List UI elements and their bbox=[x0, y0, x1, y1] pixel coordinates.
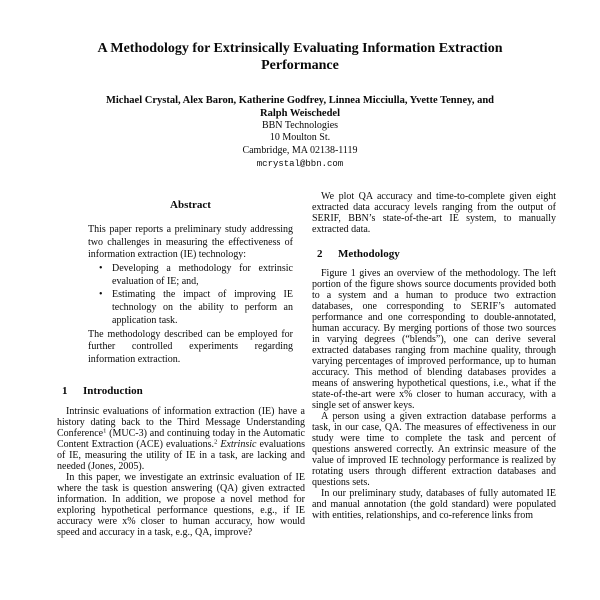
abstract-paragraph-2: The methodology described can be employed for further controlled experiments regarding information extraction. bbox=[88, 328, 293, 365]
section-2-number: 2 bbox=[317, 247, 323, 260]
section-1-title: Introduction bbox=[83, 384, 143, 397]
footnote-ref-2: 2 bbox=[214, 438, 218, 446]
methodology-paragraph-1: Figure 1 gives an overview of the methodology. The left portion of the figure shows source documents provided both to a system and a human to produce two extraction databases, one corresponding to SERIF’s automated performance and one corresponding to double-annotated, human accuracy. By merging portions of those two sources in varying degrees (“blends”), one can derive several extracted databases ranging from machine quality, through varying percentages of improved performance, up to human accuracy. This method of blending databases provides a means of answering hypothetical questions, i.e., what if the state-of-the-art were x% closer to human accuracy, with a single set of answer keys. bbox=[312, 267, 556, 411]
authors-line-1: Michael Crystal, Alex Baron, Katherine Godfrey, Linnea Micciulla, Yvette Tenney, and bbox=[105, 95, 494, 106]
footnote-ref-1: 1 bbox=[103, 427, 107, 435]
paper-title: A Methodology for Extrinsically Evaluating Information Extraction Performance bbox=[97, 41, 503, 73]
methodology-paragraph-2: A person using a given extraction database performs a task, in our case, QA. The measures of effectiveness in our study were time to complete the task and percent of questions answered correctly. An extrinsic measure of the value of improved IE technology performance is realized by rotating users through different extraction databases and questions sets. bbox=[312, 410, 556, 488]
abstract-bullet-2 bbox=[88, 289, 293, 327]
bullet-icon: • bbox=[99, 263, 103, 274]
abstract-bullet-1 bbox=[88, 263, 293, 288]
intro-p1-italic-term: Extrinsic bbox=[217, 438, 257, 450]
intro-p1-text-a: Intrinsic evaluations of information extraction (IE) have a history dating back to the Third Message Understanding Conference bbox=[57, 405, 305, 439]
section-2-heading bbox=[312, 248, 556, 261]
methodology-paragraph-3: In our preliminary study, databases of fully automated IE and manual annotation (the gold standard) were populated with entities, relationships, and co-reference links from bbox=[312, 487, 556, 521]
author-block bbox=[0, 95, 600, 171]
intro-paragraph-2: In this paper, we investigate an extrinsic evaluation of IE where the task is question answering (QA) given extracted information. In addition, we propose a novel method for exploring hypothetical performance questions, e.g., if IE accuracy were x% closer to human accuracy, how would speed and accuracy in a task, e.g., QA, improve? bbox=[57, 471, 305, 538]
section-1-number: 1 bbox=[62, 384, 68, 397]
authors-line-2: Ralph Weischedel bbox=[259, 107, 341, 119]
abstract-bullet-1-text: Developing a methodology for extrinsic evaluation of IE; and, bbox=[112, 263, 293, 287]
intro-p1-text-c: evaluations of IE, measuring the utility of IE in a task, are lacking and needed (Jones, 2005). bbox=[57, 438, 305, 472]
two-column-body bbox=[57, 191, 556, 538]
intro-p1-text-b: (MUC-3) and continuing today in the Automatic Content Extraction (ACE) evaluations. bbox=[57, 427, 305, 450]
affiliation-org: BBN Technologies bbox=[261, 120, 339, 131]
paper-header bbox=[0, 0, 600, 171]
abstract-paragraph-1: This paper reports a preliminary study addressing two challenges in measuring the effectiveness of information extraction (IE) technology: bbox=[88, 223, 293, 261]
abstract-bullet-2-text: Estimating the impact of improving IE technology on the ability to perform an application task. bbox=[112, 289, 293, 326]
left-column bbox=[57, 191, 305, 538]
bullet-icon: • bbox=[99, 289, 103, 301]
author-email: mcrystal@bbn.com bbox=[256, 158, 344, 169]
right-column bbox=[312, 191, 556, 538]
abstract-section bbox=[57, 191, 305, 367]
section-1-heading bbox=[57, 385, 305, 398]
abstract-heading: Abstract bbox=[170, 198, 211, 211]
affiliation-street: 10 Moulton St. bbox=[269, 132, 331, 144]
section-2-title: Methodology bbox=[338, 247, 400, 260]
intro-paragraph-1 bbox=[57, 406, 305, 472]
affiliation-city: Cambridge, MA 02138-1119 bbox=[242, 144, 358, 156]
abstract-bullet-list bbox=[88, 263, 293, 328]
intro-paragraph-3: We plot QA accuracy and time-to-complete given eight extracted data accuracy levels ranging from the output of SERIF, BBN’s state-of-the-art IE system, to manually extracted data. bbox=[312, 190, 556, 235]
